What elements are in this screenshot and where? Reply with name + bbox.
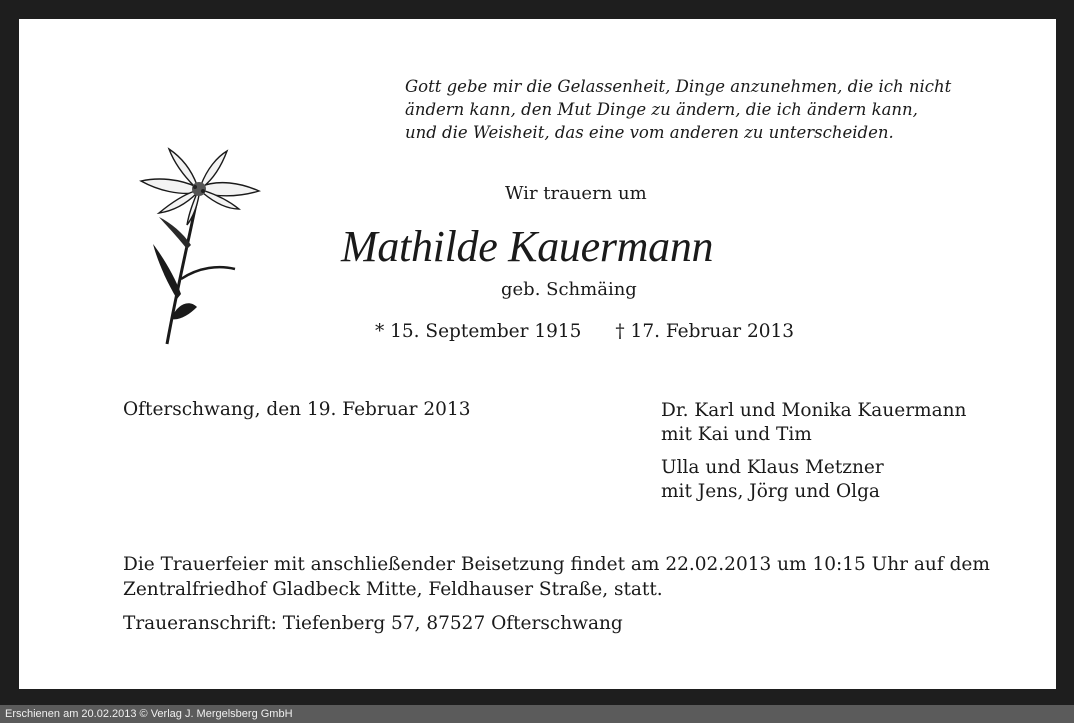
- motto-line: Gott gebe mir die Gelassenheit, Dinge anzunehmen, die ich nicht: [405, 77, 952, 96]
- edelweiss-icon: [119, 129, 269, 349]
- motto-line: ändern kann, den Mut Dinge zu ändern, die ich ändern kann,: [405, 100, 918, 119]
- deceased-name: Mathilde Kauermann: [341, 222, 714, 271]
- motto-verse: [405, 75, 951, 144]
- place-date: Ofterschwang, den 19. Februar 2013: [123, 399, 471, 420]
- birth-name: geb. Schmäing: [501, 279, 637, 300]
- obituary-notice: [19, 19, 1056, 689]
- ceremony-line: Die Trauerfeier mit anschließender Beisetzung findet am 22.02.2013 um 10:15 Uhr auf dem: [123, 554, 990, 575]
- mourning-address: Traueranschrift: Tiefenberg 57, 87527 Ofterschwang: [123, 613, 623, 634]
- death-date: † 17. Februar 2013: [615, 321, 795, 342]
- ceremony-info: [123, 552, 990, 602]
- publication-footer: Erschienen am 20.02.2013 © Verlag J. Mergelsberg GmbH: [0, 705, 1074, 723]
- mourner-line: mit Kai und Tim: [661, 424, 812, 445]
- mourner-line: Ulla und Klaus Metzner: [661, 457, 884, 478]
- mourner-line: Dr. Karl und Monika Kauermann: [661, 400, 967, 421]
- motto-line: und die Weisheit, das eine vom anderen zu unterscheiden.: [405, 123, 894, 142]
- mourner-group: [661, 399, 966, 447]
- birth-date: * 15. September 1915: [375, 321, 582, 342]
- mourners-list: [661, 399, 966, 513]
- mourner-line: mit Jens, Jörg und Olga: [661, 481, 880, 502]
- ceremony-line: Zentralfriedhof Gladbeck Mitte, Feldhauser Straße, statt.: [123, 579, 663, 600]
- intro-text: Wir trauern um: [505, 183, 647, 204]
- life-dates: [375, 321, 794, 342]
- mourner-group: [661, 456, 966, 504]
